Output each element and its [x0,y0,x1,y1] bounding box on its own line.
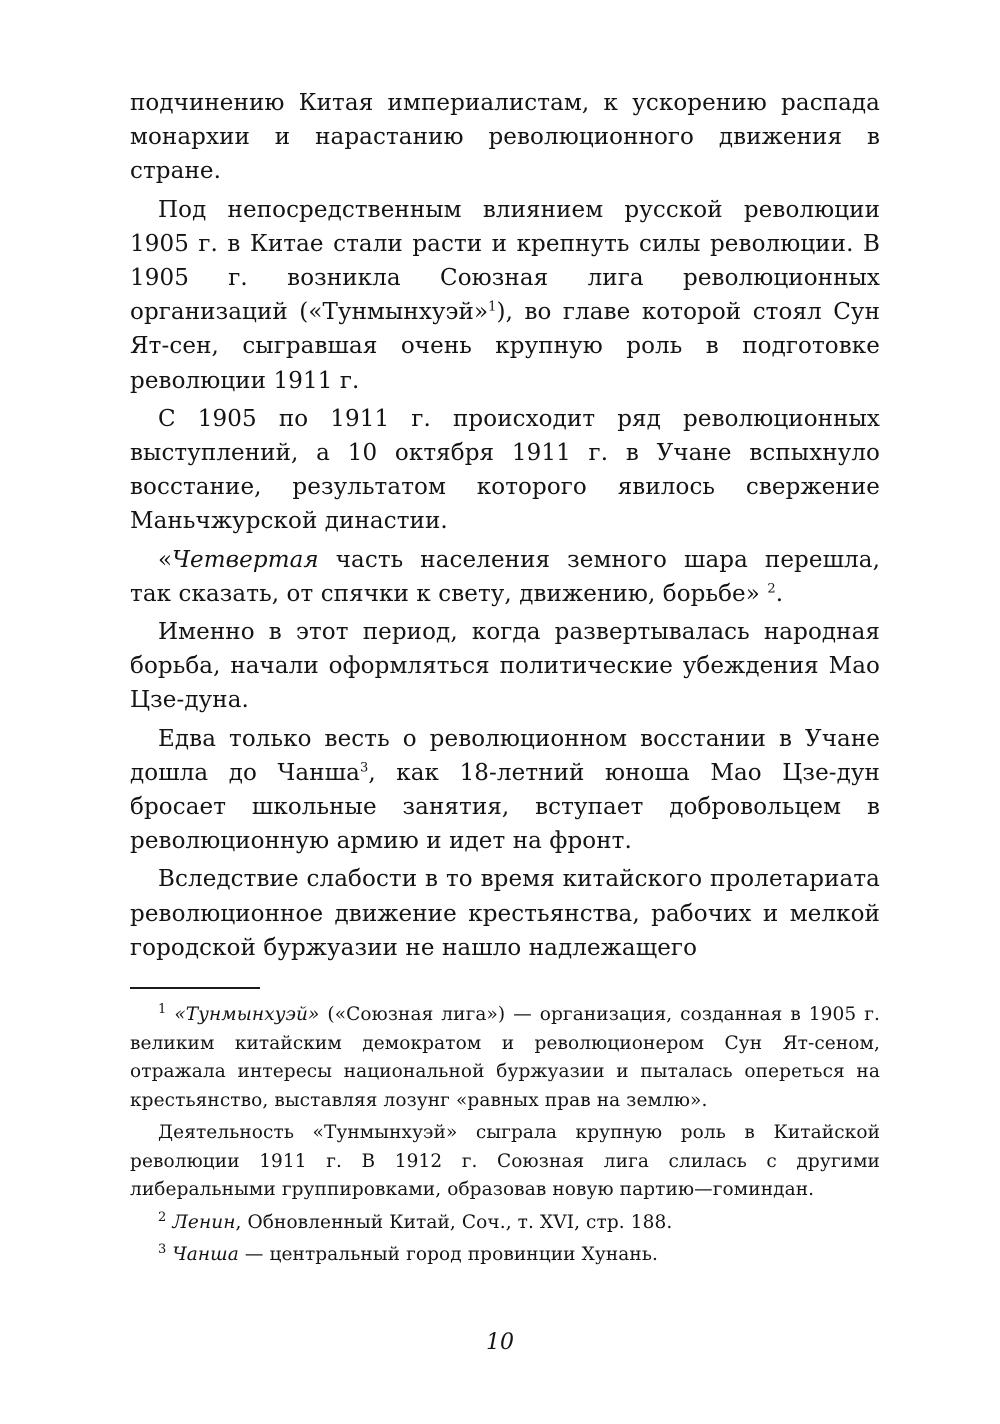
footnote-2: $^2$ Ленин, Обновленный Китай, Соч., т. XVI, стр. 188. [158,1209,673,1233]
page-body [130,86,880,1274]
page-number: 10 [486,1330,514,1355]
footnote-mark-3: 3 [158,1241,167,1257]
main-text [130,86,880,965]
footnote-divider [130,987,260,989]
paragraph-1: подчинению Китая империалистам, к ускорению распада монархии и нарастанию революционного движения в стране. [130,90,880,185]
paragraph-6: Едва только весть о революционном восстании в Учане дошла до Чанша$^3$, как 18-летний юноша Мао Цзе-дун бросает школьные занятия, вступает добровольцем в революционную армию и идет на фронт. [130,725,880,855]
footnote-ref-3[interactable]: 3 [359,760,369,776]
footnote-mark-2: 2 [158,1209,167,1225]
footnote-mark-1: 1 [158,1001,167,1017]
footnote-3: $^3$ Чанша — центральный город провинции Хунань. [158,1241,658,1266]
paragraph-4-quote: «Четвертая часть населения земного шара перешла, так сказать, от спячки к свету, движению, борьбе» $^2$. [130,546,880,607]
footnotes [130,1001,880,1270]
paragraph-5: Именно в этот период, когда развертывалась народная борьба, начали оформляться политические убеждения Мао Цзе-дуна. [130,619,880,714]
footnote-ref-1[interactable]: 1 [488,299,497,315]
paragraph-3: С 1905 по 1911 г. происходит ряд революционных выступлений, а 10 октября 1911 г. в Учане вспыхнуло восстание, результатом которого явилось свержение Маньчжурской династии. [130,405,880,535]
footnote-ref-2[interactable]: 2 [767,581,776,597]
footnote-1-continued: Деятельность «Тунмынхуэй» сыграла крупную роль в Китайской революции 1911 г. В 1912 г. Союзная лига слилась с другими либеральными группировками, образовав новую партию—гоминдан. [130,1122,880,1201]
paragraph-2: Под непосредственным влиянием русской революции 1905 г. в Китае стали расти и крепнуть силы революции. В 1905 г. возникла Союзная лига революционных организаций («Тунмынхуэй»$^1$), во главе которой стоял Сун Ят-сен, сыгравшая очень крупную роль в подготовке революции 1911 г. [130,196,880,394]
paragraph-7: Вследствие слабости в то время китайского пролетариата революционное движение крестьянства, рабочих и мелкой городской буржуазии не нашло надлежащего [130,866,880,961]
footnote-1: $^1$ «Тунмынхуэй» («Союзная лига») — организация, созданная в 1905 г. великим китайским демократом и революционером Сун Ят-сеном, отражала интересы национальной буржуазии и пыталась опереться на крестьянство, выставляя лозунг «равных прав на землю». [130,1001,881,1111]
